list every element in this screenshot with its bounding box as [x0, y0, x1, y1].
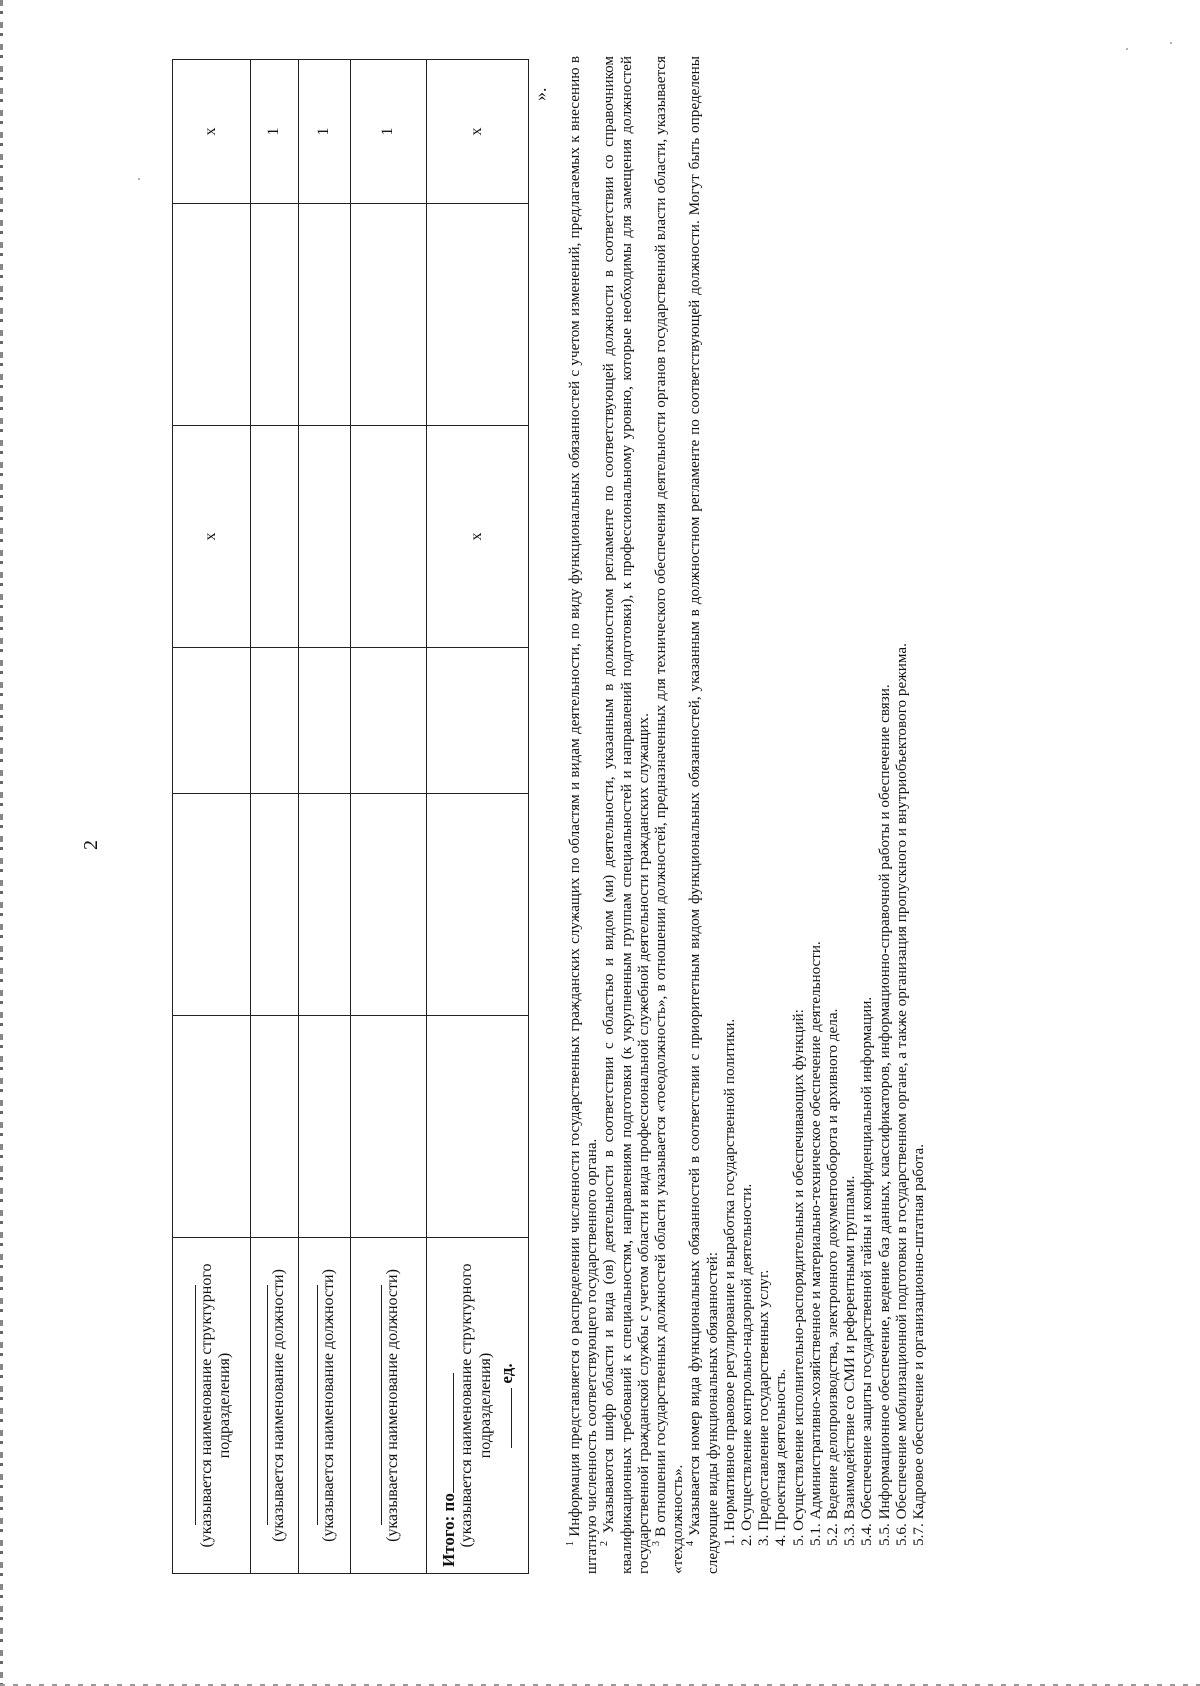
row-name: (указывается наименование структурного подразделения) — [197, 1263, 233, 1548]
table-cell — [251, 648, 299, 794]
table-cell: 1 — [351, 60, 427, 204]
list-item: 5.6. Обеспечение мобилизационной подготовки в государственном органе, а также организация пропускного и внутриобъектового режима. — [892, 643, 910, 1546]
list-item: 5.4. Обеспечение защиты государственной тайны и конфиденциальной информации. — [858, 996, 876, 1546]
table-cell — [173, 204, 251, 426]
footnote-marker: 4 — [685, 1541, 697, 1546]
footnotes — [566, 56, 927, 1574]
table-cell: 1 — [299, 60, 351, 204]
footnote-marker: 3 — [650, 1541, 662, 1546]
footnote-text: Указывается номер вида функциональных обязанностей в соответствии с приоритетным видом функциональных обязанностей, указанным в должностном регламенте по соответствующей должности. Могут быть определены следующие виды функциональных обязанностей: — [686, 56, 721, 1574]
table-row — [299, 60, 351, 1574]
table-cell: х — [173, 426, 251, 648]
footnote-1 — [566, 56, 600, 1574]
table-cell — [351, 204, 427, 426]
page-number: 2 — [80, 840, 102, 850]
table-cell — [427, 794, 529, 1016]
table-cell — [299, 426, 351, 648]
row-name: (указывается наименование должности) — [319, 1269, 337, 1542]
table-cell — [351, 426, 427, 648]
footnote-3 — [652, 56, 686, 1574]
row-name-cell — [351, 1238, 427, 1574]
table-cell — [351, 1016, 427, 1238]
table-cell — [427, 648, 529, 794]
table-cell — [251, 426, 299, 648]
list-item: 5.2. Ведение делопроизводства, электронного документооборота и архивного дела. — [824, 1008, 842, 1546]
table-cell — [173, 1016, 251, 1238]
table-cell — [251, 1016, 299, 1238]
list-item: 5.1. Административно-хозяйственное и материально-техническое обеспечение деятельности. — [806, 941, 824, 1546]
footnote-2 — [600, 56, 652, 1574]
table-cell — [173, 648, 251, 794]
closing-quote: ». — [530, 87, 550, 101]
table-cell — [251, 794, 299, 1016]
footnote-text: В отношении государственных должностей области указывается «тоеодолжность», в отношении должностей, предназначенных для технического обеспечения деятельности органов государственной власти области, указывается «техдолжность». — [652, 55, 687, 1574]
row-name-cell — [251, 1238, 299, 1574]
table-cell — [173, 794, 251, 1016]
table-row — [173, 60, 251, 1574]
table-cell — [351, 648, 427, 794]
table-cell — [351, 794, 427, 1016]
total-name-cell — [427, 1238, 529, 1574]
footnote-marker: 2 — [599, 1541, 611, 1546]
row-name: (указывается наименование должности) — [269, 1269, 287, 1542]
staffing-table — [172, 59, 529, 1574]
list-item: 5.3. Взаимодействие со СМИ и референтными группами. — [841, 1175, 859, 1546]
total-label: Итого: по — [438, 1493, 458, 1567]
table-cell — [427, 204, 529, 426]
row-name: (указывается наименование должности) — [383, 1269, 401, 1542]
footnote-marker: 1 — [564, 1541, 576, 1546]
table-cell — [427, 1016, 529, 1238]
total-row — [427, 60, 529, 1574]
table-cell — [299, 794, 351, 1016]
list-item: 5.5. Информационное обеспечение, ведение баз данных, классификаторов, информационно-справочной работы и обеспечение связи. — [875, 684, 893, 1546]
table-cell — [251, 204, 299, 426]
table-cell — [299, 204, 351, 426]
footnote-4 — [686, 56, 720, 1574]
footnote-text: Информация представляется о распределении численности государственных гражданских служащих по областям и видам деятельности, по виду функциональных обязанностей с учетом изменений, предлагаемых к внесению в штатную численность соответствующего государственного органа. — [566, 56, 601, 1574]
table-cell — [299, 1016, 351, 1238]
total-sublabel: (указывается наименование структурного подразделения) — [458, 1263, 494, 1548]
total-unit: ед. — [496, 1363, 516, 1384]
table-row — [351, 60, 427, 1574]
list-item: 4. Проектная деятельность. — [772, 1368, 790, 1546]
list-item: 3. Предоставление государственных услуг. — [755, 1269, 773, 1546]
list-item: 2. Осуществление контрольно-надзорной деятельности. — [738, 1183, 756, 1546]
list-item: 1. Нормативное правовое регулирование и выработка государственной политики. — [720, 1018, 738, 1546]
list-item: 5. Осуществление исполнительно-распорядительных и обеспечивающих функций: — [789, 1009, 807, 1546]
row-name-cell — [173, 1238, 251, 1574]
list-item: 5.7. Кадровое обеспечение и организационно-штатная работа. — [910, 1144, 928, 1546]
table-cell: х — [427, 426, 529, 648]
row-name-cell — [299, 1238, 351, 1574]
table-cell: х — [427, 60, 529, 204]
footnote-text: Указываются шифр области и вида (ов) деятельности в соответствии с областью и видом (ми) деятельности, указанным в должностном регламенте по соответствующей должности в соответствии со справочником квалификационных требований к специальностям, направлениям подготовки (к укрупненным группам специальностей и направлений подготовки), к профессиональному уровню, которые необходимы для замещения должностей государственной гражданской службы с учетом области и вида профессиональной служебной деятельности гражданских служащих. — [600, 56, 652, 1574]
table-cell — [299, 648, 351, 794]
table-cell: х — [173, 60, 251, 204]
table-row — [251, 60, 299, 1574]
table-cell: 1 — [251, 60, 299, 204]
